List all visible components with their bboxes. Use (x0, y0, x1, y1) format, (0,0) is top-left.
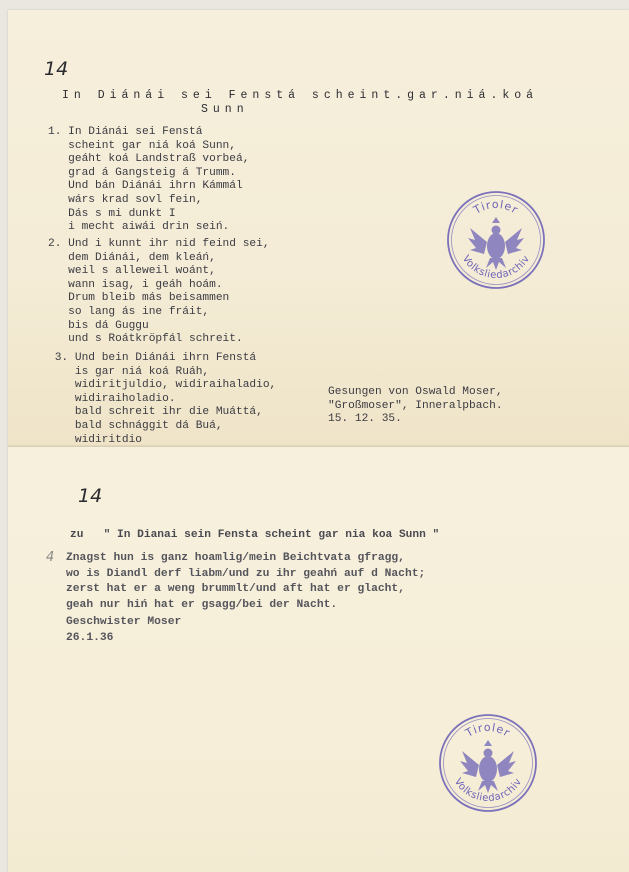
verse-line: scheint gar niá koá Sunn, (48, 139, 236, 152)
verse-line: weil s alleweil woánt, (48, 265, 216, 278)
verse-line: dem Diánái, dem kleáń, (48, 251, 216, 264)
archive-stamp (438, 713, 538, 813)
credit-line: "Großmoser", Inneralpbach. (328, 399, 503, 412)
song-title-continued: Sunn (201, 103, 249, 116)
verse-line: geah nur hiń hat er gsagg/bei der Nacht. (66, 598, 338, 611)
song-title: In Diánái sei Fenstá scheint.gar.niá.koá (62, 89, 539, 102)
document-sheet-bottom (8, 446, 629, 872)
verse-line: is gar niá koá Ruáh, (48, 365, 210, 378)
archive-stamp (446, 190, 546, 290)
signature-date: 26.1.36 (66, 631, 114, 644)
verse-line: bis dá Guggu (48, 319, 149, 332)
signature-name: Geschwister Moser (66, 616, 182, 628)
verse-line: wo is Diandl derf liabm/und zu ihr geahń auf d Nacht; (66, 567, 426, 580)
eagle-emblem-icon (468, 217, 524, 270)
credit-line: Gesungen von Oswald Moser, (328, 386, 503, 398)
stamp-text-top: Tiroler (463, 720, 513, 740)
verse-line: widiritdio (48, 433, 142, 446)
document-sheet-top (8, 10, 629, 446)
verse-1 (48, 126, 249, 235)
verse-line: zerst hat er a weng brummlt/und aft hat er glacht, (66, 583, 405, 595)
verse-line: 3. Und bein Diánái ihrn Fenstá (48, 352, 257, 364)
verse-line: widiraiholadio. (48, 392, 176, 405)
verse-line: geáht koá Landstraß vorbeá, (48, 153, 250, 166)
svg-text:Tiroler (471, 198, 521, 217)
verse-line: 1. In Diánái sei Fenstá (48, 126, 203, 138)
verse-line: wann isag, i geáh hoám. (48, 278, 223, 291)
recording-credit (328, 386, 503, 427)
verse-line: Und bán Diánái ihrn Kámmál (48, 180, 243, 193)
eagle-emblem-icon (460, 740, 516, 793)
verse-line: 2. Und i kunnt ihr nid feind sei, (48, 238, 270, 250)
verse-line: Znagst hun is ganz hoamlig/mein Beichtvata gfragg, (66, 552, 405, 564)
svg-text:Tiroler (463, 721, 513, 740)
verse-line: grad á Gangsteig á Trumm. (48, 166, 236, 179)
handwritten-page-number: 14 (78, 485, 103, 507)
handwritten-page-number: 14 (44, 58, 69, 80)
additional-verse (66, 551, 425, 613)
verse-3 (48, 352, 276, 461)
stamp-text-bottom: Volksliedarchiv (459, 253, 533, 282)
verse-line: bald schreit ihr die Muáttá, (48, 406, 263, 419)
reference-heading: zu " In Dianai sein Fensta scheint gar nia koa Sunn " (70, 529, 440, 541)
margin-mark: 4 (46, 550, 55, 565)
verse-line: so lang ás ine fráit, (48, 305, 210, 318)
credit-line: 15. 12. 35. (328, 413, 402, 426)
stamp-text-bottom: Volksliedarchiv (451, 776, 525, 805)
verse-line: und s Roátkröpfál schreit. (48, 333, 243, 346)
verse-line: Drum bleib más beisammen (48, 292, 230, 305)
signature-block (66, 615, 181, 646)
verse-line: bald schnággit dá Buá, (48, 419, 223, 432)
verse-line: wárs krad sovl fein, (48, 193, 203, 206)
verse-line: Dás s mi dunkt I (48, 207, 176, 220)
verse-line: i mecht aiwái drin seiń. (48, 221, 230, 234)
stamp-text-top: Tiroler (471, 197, 521, 217)
verse-2 (48, 238, 270, 347)
verse-line: widiritjuldio, widiraihaladio, (48, 379, 277, 392)
